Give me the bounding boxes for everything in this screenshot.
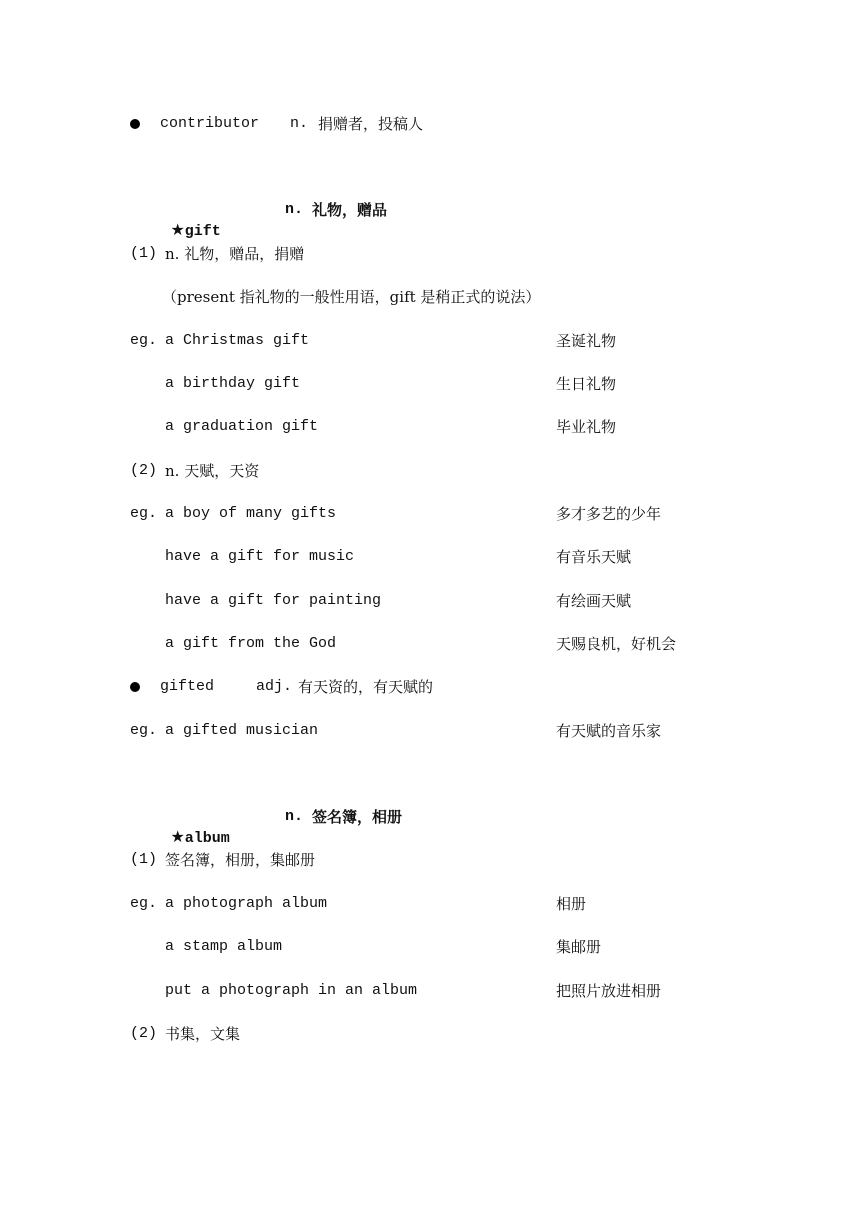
example-zh: 多才多艺的少年 <box>556 505 662 523</box>
bullet-gifted <box>130 682 140 692</box>
example-en: a Christmas gift <box>165 332 310 349</box>
example-en: a gift from the God <box>165 635 337 652</box>
example-zh: 生日礼物 <box>556 375 617 393</box>
word-contributor: contributor <box>160 115 260 132</box>
sense-number-2: (2) <box>130 462 158 479</box>
entry-heading-gift <box>160 200 221 242</box>
word-gifted: gifted <box>160 678 215 695</box>
eg-label: eg. <box>130 332 158 349</box>
meaning-gift: 礼物，赠品 <box>312 201 388 219</box>
example-zh: 有音乐天赋 <box>556 548 632 566</box>
example-en: have a gift for painting <box>165 592 382 609</box>
eg-label: eg. <box>130 505 158 522</box>
pos-gift: n. <box>285 201 304 218</box>
eg-label: eg. <box>130 895 158 912</box>
example-en: put a photograph in an album <box>165 982 418 999</box>
example-en: a stamp album <box>165 938 283 955</box>
example-zh: 有天赋的音乐家 <box>556 722 662 740</box>
example-zh: 集邮册 <box>556 938 602 956</box>
example-en: a graduation gift <box>165 418 319 435</box>
sense-gift-1: n. 礼物，赠品，捐赠 <box>165 245 305 263</box>
sense-number-1: (1) <box>130 245 158 262</box>
bullet-contributor <box>130 119 140 129</box>
example-zh: 相册 <box>556 895 587 913</box>
usage-note: （present 指礼物的一般性用语，gift 是稍正式的说法） <box>162 288 541 306</box>
meaning-gifted: 有天资的，有天赋的 <box>298 678 434 696</box>
sense-gift-2: n. 天赋，天资 <box>165 462 260 480</box>
sense-number-1: (1) <box>130 851 158 868</box>
pos-album: n. <box>285 808 304 825</box>
example-en: a birthday gift <box>165 375 301 392</box>
example-zh: 天赐良机，好机会 <box>556 635 677 653</box>
example-en: a photograph album <box>165 895 328 912</box>
headword-album: album <box>184 830 230 847</box>
entry-heading-album <box>160 807 230 849</box>
example-zh: 有绘画天赋 <box>556 592 632 610</box>
meaning-album: 签名簿，相册 <box>312 808 403 826</box>
headword-gift: gift <box>184 223 221 240</box>
sense-album-1: 签名簿，相册，集邮册 <box>165 851 316 869</box>
sense-number-2: (2) <box>130 1025 158 1042</box>
example-zh: 圣诞礼物 <box>556 332 617 350</box>
star-icon: ★ <box>170 220 185 239</box>
star-icon: ★ <box>170 827 185 846</box>
example-zh: 毕业礼物 <box>556 418 617 436</box>
example-zh: 把照片放进相册 <box>556 982 662 1000</box>
example-en: a gifted musician <box>165 722 319 739</box>
pos-contributor: n. <box>290 115 309 132</box>
pos-gifted: adj. <box>256 678 293 695</box>
eg-label: eg. <box>130 722 158 739</box>
example-en: have a gift for music <box>165 548 355 565</box>
example-en: a boy of many gifts <box>165 505 337 522</box>
sense-album-2: 书集，文集 <box>165 1025 241 1043</box>
meaning-contributor: 捐赠者，投稿人 <box>318 115 424 133</box>
